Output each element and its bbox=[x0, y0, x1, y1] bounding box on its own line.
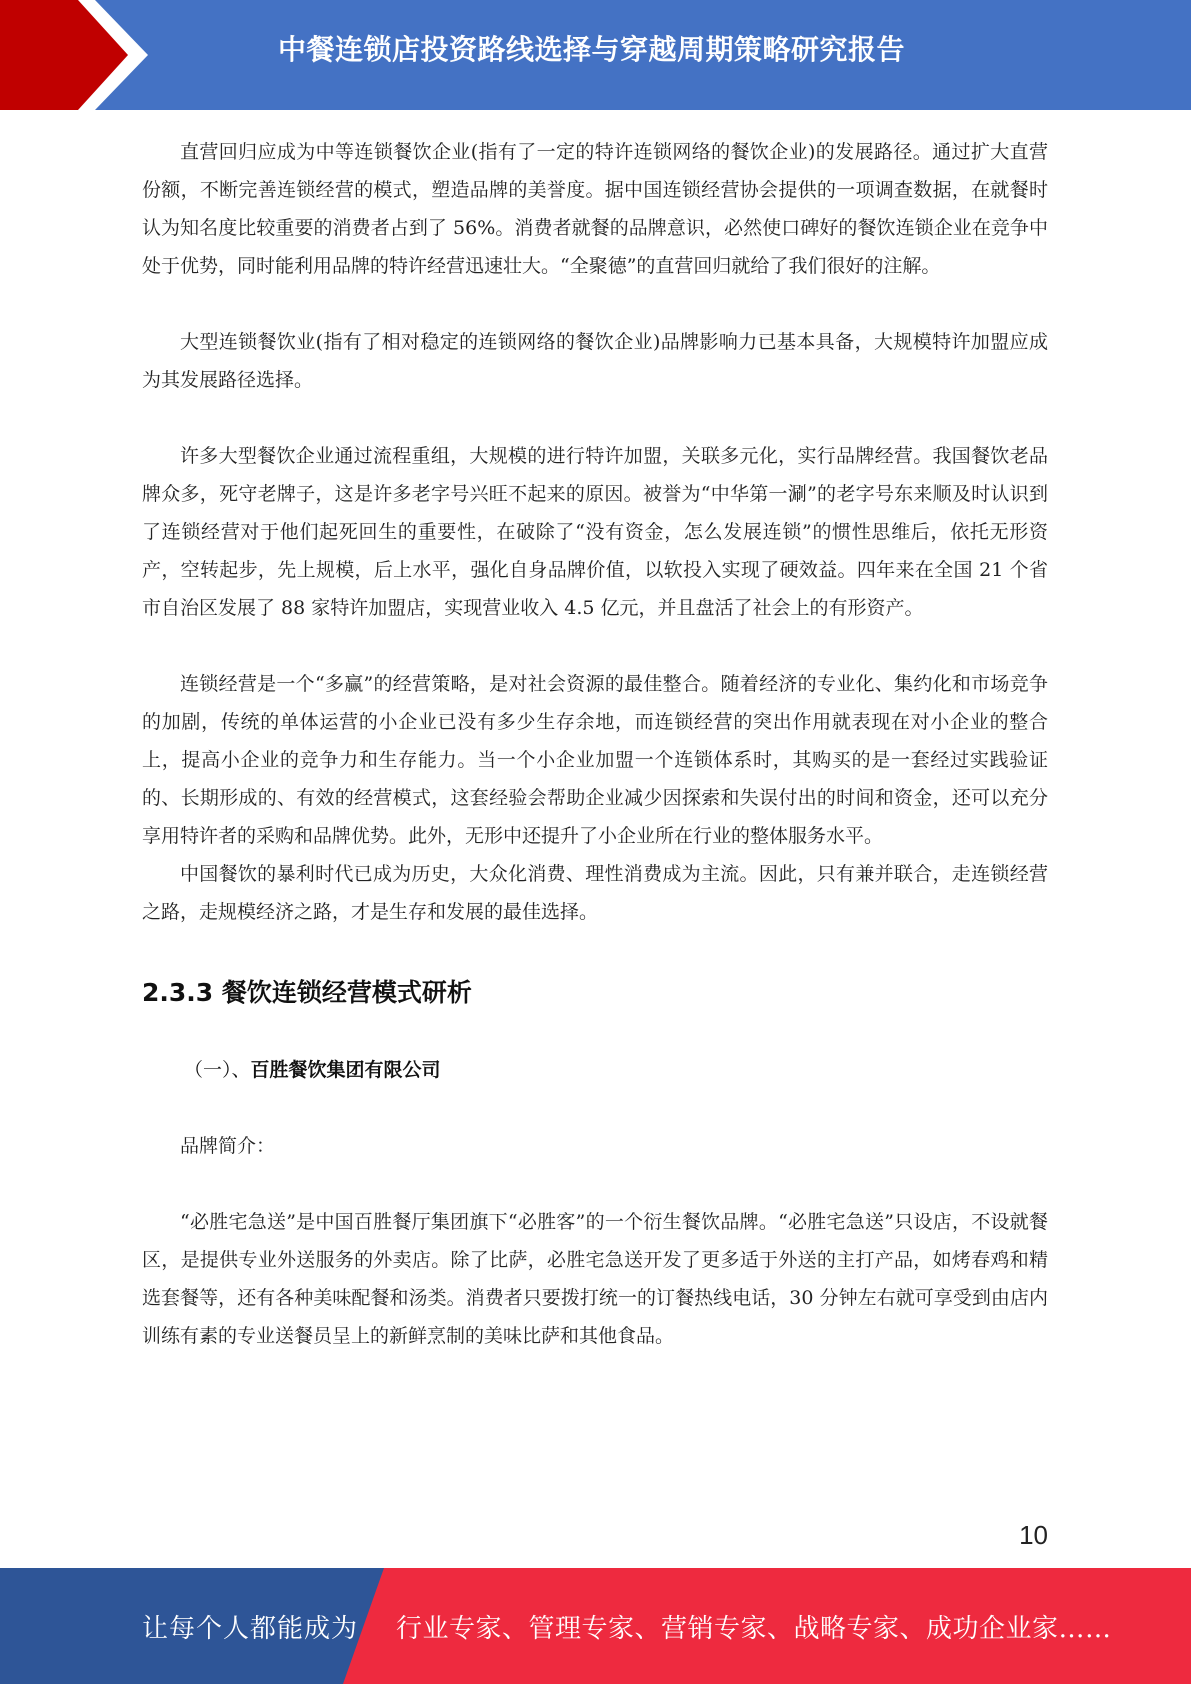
paragraph-conclusion: 中国餐饮的暴利时代已成为历史，大众化消费、理性消费成为主流。因此，只有兼并联合，走连锁经营之路，走规模经济之路，才是生存和发展的最佳选择。 bbox=[142, 863, 1048, 923]
paragraph-win-win: 连锁经营是一个“多赢”的经营策略，是对社会资源的最佳整合。随着经济的专业化、集约化和市场竞争的加剧，传统的单体运营的小企业已没有多少生存余地，而连锁经营的突出作用就表现在对小企业的整合上，提高小企业的竞争力和生存能力。当一个小企业加盟一个连锁体系时，其购买的是一套经过实践验证的、长期形成的、有效的经营模式，这套经验会帮助企业减少因探索和失误付出的时间和资金，还可以充分享用特许者的采购和品牌优势。此外，无形中还提升了小企业所在行业的整体服务水平。 bbox=[142, 673, 1048, 847]
section-heading: 2.3.3 餐饮连锁经营模式研析 bbox=[142, 978, 472, 1007]
page-header bbox=[0, 0, 1191, 110]
paragraph-direct-operation: 直营回归应成为中等连锁餐饮企业(指有了一定的特许连锁网络的餐饮企业)的发展路径。通过扩大直营份额，不断完善连锁经营的模式，塑造品牌的美誉度。据中国连锁经营协会提供的一项调查数据，在就餐时认为知名度比较重要的消费者占到了 56%。消费者就餐的品牌意识，必然使口碑好的餐饮连锁企业在竞争中处于优势，同时能利用品牌的特许经营迅速壮大。“全聚德”的直营回归就给了我们很好的注解。 bbox=[142, 141, 1048, 277]
report-title: 中餐连锁店投资路线选择与穿越周期策略研究报告 bbox=[278, 33, 906, 66]
brand-intro-paragraph: “必胜宅急送”是中国百胜餐厅集团旗下“必胜客”的一个衍生餐饮品牌。“必胜宅急送”只设店，不设就餐区，是提供专业外送服务的外卖店。除了比萨，必胜宅急送开发了更多适于外送的主打产品，如烤春鸡和精选套餐等，还有各种美味配餐和汤类。消费者只要拨打统一的订餐热线电话，30 分钟左右就可享受到由店内训练有素的专业送餐员呈上的新鲜烹制的美味比萨和其他食品。 bbox=[142, 1211, 1048, 1347]
subsection-heading bbox=[184, 1051, 1048, 1089]
document-body bbox=[142, 133, 1048, 1355]
page-number: 10 bbox=[1019, 1520, 1048, 1550]
paragraph-franchise-example: 许多大型餐饮企业通过流程重组，大规模的进行特许加盟，关联多元化，实行品牌经营。我国餐饮老品牌众多，死守老牌子，这是许多老字号兴旺不起来的原因。被誉为“中华第一涮”的老字号东来顺及时认识到了连锁经营对于他们起死回生的重要性，在破除了“没有资金，怎么发展连锁”的惯性思维后，依托无形资产，空转起步，先上规模，后上水平，强化自身品牌价值，以软投入实现了硬效益。四年来在全国 21 个省市自治区发展了 88 家特许加盟店，实现营业收入 4.5 亿元，并且盘活了社会上的有形资产。 bbox=[142, 445, 1048, 619]
header-arrow-decoration bbox=[0, 0, 160, 110]
brand-intro-label: 品牌简介： bbox=[180, 1135, 276, 1157]
paragraph-large-chain: 大型连锁餐饮业(指有了相对稳定的连锁网络的餐饮企业)品牌影响力已基本具备，大规模特许加盟应成为其发展路径选择。 bbox=[142, 331, 1048, 391]
footer-slogan-right: 行业专家、管理专家、营销专家、战略专家、成功企业家…… bbox=[396, 1614, 1112, 1644]
footer-slogan-left: 让每个人都能成为 bbox=[142, 1614, 359, 1644]
subsection-prefix: （一）、 bbox=[184, 1059, 251, 1081]
page-footer bbox=[0, 1568, 1191, 1684]
subsection-title: 百胜餐饮集团有限公司 bbox=[250, 1059, 441, 1081]
